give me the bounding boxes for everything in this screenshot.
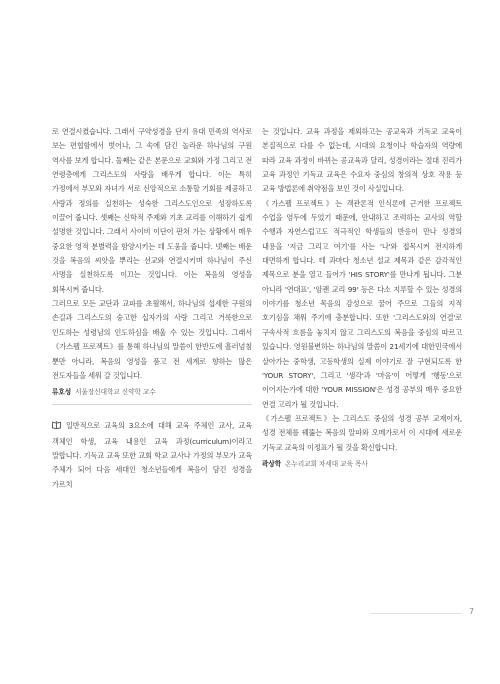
footer-rule bbox=[370, 613, 462, 614]
left-paragraph-3-text: 일반적으로 교육의 3요소에 대해 교육 주체인 교사, 교육 객체인 학생, 교육 내용인 교육 과정(curriculum)이라고 말합니다. 기독교 교육 또한 교회 학교 교사나 가정의 부모가 교육 주체가 되어 다음 세대인 청소년들에게 복음이 담긴 성경을 가르치 bbox=[52, 421, 252, 489]
author-name-2: 곽상학 bbox=[262, 459, 282, 468]
page-number: 7 bbox=[469, 607, 475, 616]
section-divider bbox=[52, 404, 252, 405]
right-paragraph-3: 《가스펠 프로젝트》는 그리스도 중심의 성경 공부 교재이자, 성경 전체를 꿰뚫는 복음의 알파와 오메가로서 이 시대에 새로운 기독교 교육의 이정표가 될 것을 확신합니다. bbox=[262, 413, 462, 452]
author-signature-2 bbox=[262, 458, 462, 471]
left-column bbox=[52, 125, 252, 492]
author-role-1: 서울장신대학교 신약학 교수 bbox=[75, 388, 156, 397]
right-paragraph-2: 《가스펠 프로젝트》는 객관론적 인식론에 근거한 프로젝트 수업을 염두에 두었기 때문에, 안내하고 조력하는 교사의 역할 수행과 자연스럽고도 적극적인 학생들의 반응이 만나 성경의 내용을 '지금 그리고 여기'를 사는 '나'와 접목시켜 전지하게 대면하게 합니다. 테 과마다 청소년 설교 제목과 같은 감각적인 제목으로 분을 열고 들어가 'HIS STORY'를 만나게 됩니다. 그분 아니라 '연대표', '암괜 교리 99' 등은 다소 지루할 수 있는 성경의 이야기를 청소년 목음의 감성으로 꿀어 주므로 그들의 지적 호기심을 채워 주기에 충분합니다. 또한 '그리스도와의 연결'로 구속사적 흐름을 놓치지 않고 그리스도의 복음을 중심의 따르고 있습니다. 영원불변하는 하나님의 말씀이 21세기에 대한민국에서 살아가는 중학생, 고등학생의 실제 이야기로 잘 구현되도록 한 'YOUR STORY', 그리고 '생각'과 '마음'이 어떻게 '행동'으로 이어지는가에 대한 'YOUR MISSION'은 성경 공부의 매우 중요한 연결 고리가 될 것입니다. bbox=[262, 198, 462, 409]
left-paragraph-2: 그러므로 모든 교단과 교파를 초월해서, 하나님의 섭세한 구원의 손길과 그리스도의 숭고한 십자가의 사랑 그리고 거룩한으로 인도하는 성령님의 인도하심을 배울 수 있는 것입니다. 그래서 《가스펠 프로젝트》를 통해 하나님의 말씀이 한반도에 흘러넘침 뿐만 아니라, 복음의 영성을 품고 전 세계로 향하는 많은 전도자들을 세워 갈 것입니다. bbox=[52, 299, 252, 380]
author-name-1: 류호성 bbox=[52, 388, 72, 397]
right-paragraph-1: 는 것입니다. 교육 과정을 제외하고는 공교육과 기독교 교육이 본질적으로 다를 수 없는데, 시대의 요청이나 학습자의 역량에 따라 교육 과정이 바뀌는 공교육과 달리, 성경이라는 절대 진리가 교육 과정인 기독교 교육은 수요자 중심의 창의적 상호 작용 등 교육 방법론에 취약점을 보인 것이 사실입니다. bbox=[262, 127, 462, 194]
author-role-2: 온누리교회 차세대 교육 목사 bbox=[285, 459, 368, 468]
book-icon bbox=[52, 420, 66, 434]
author-signature-1 bbox=[52, 386, 252, 399]
left-paragraph-3 bbox=[52, 419, 252, 492]
right-column bbox=[262, 125, 462, 471]
left-paragraph-1: 로 연결시켰습니다. 그래서 구약성경을 단지 유대 민족의 역사로 보는 편협함에서 벗어나, 그 속에 담긴 놀라운 하나님의 구원 역사를 보게 합니다. 둘째는 같은 본문으로 교회와 가정 그리고 전 연령층에게 그리스도의 사랑을 배우게 합니다. 이는 특히 가정에서 부모와 자녀가 서로 신앙적으로 소통할 기회를 제공하고 사랑과 정의를 실천하는 성숙한 그리스도인으로 성장하도록 이끌어 줍니다. 셋째는 신학적 주제와 기초 교리를 이해하기 쉽게 설명한 것입니다. 그래서 사이비 이단이 판쳐 가는 상황에서 매우 중요한 영적 분별력을 함양시키는 데 도움을 줍니다. 넷째는 배운 것을 복음의 씨앗을 뿌리는 선교와 연결시키며 하나님이 주신 사명을 실천하도록 이끄는 것입니다. 이는 복음의 영성을 회복시켜 줍니다. bbox=[52, 127, 252, 294]
